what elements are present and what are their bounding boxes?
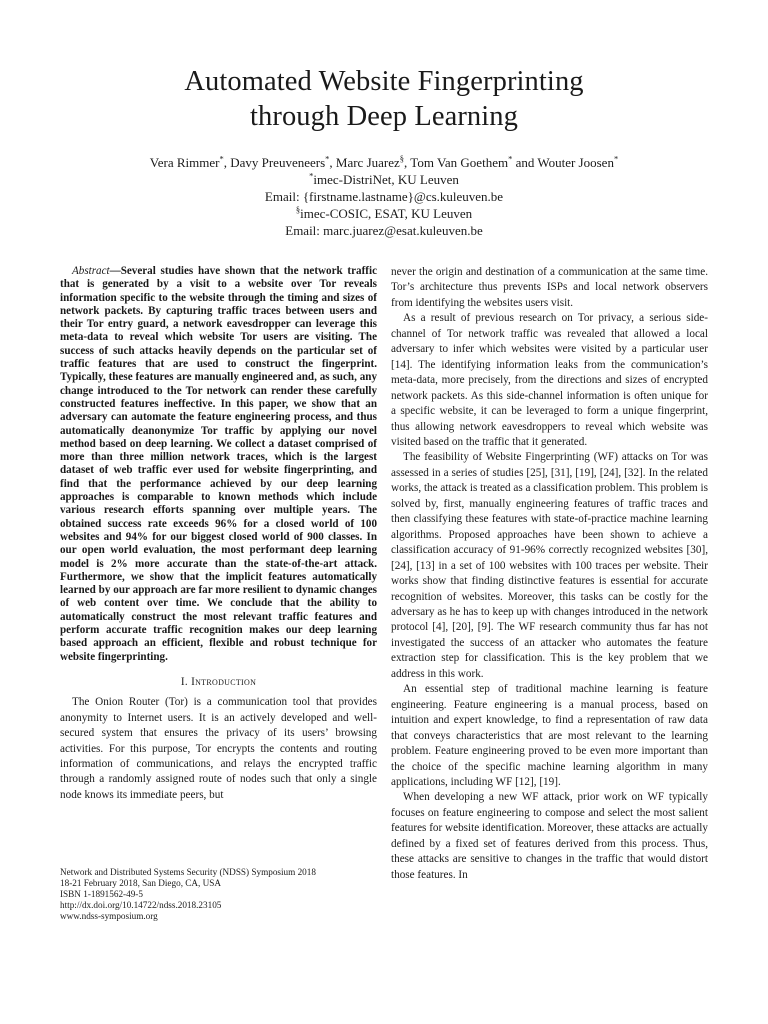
footnote-website-link[interactable]: www.ndss-symposium.org — [60, 911, 158, 921]
affil-mark: * — [219, 153, 224, 164]
right-column — [391, 265, 708, 883]
affil-mark: § — [399, 153, 405, 164]
section-title: Introduction — [191, 675, 257, 688]
section-heading — [60, 676, 377, 689]
author-vangoethem: , Tom Van Goethem — [404, 155, 509, 170]
affiliation-1: *imec-DistriNet, KU Leuven — [309, 170, 459, 187]
section-number: I. — [180, 675, 188, 688]
paragraph-continued: never the origin and destination of a communication at the same time. Tor’s architecture thus prevents ISPs and local network observers from identifying the websites users visit. — [391, 266, 708, 309]
affil-mark: * — [325, 153, 330, 164]
conference-footnote — [60, 867, 377, 922]
footnote-line: 18-21 February 2018, San Diego, CA, USA — [60, 878, 222, 888]
title-line-2: through Deep Learning — [249, 101, 518, 132]
author-rimmer: Vera Rimmer — [149, 155, 220, 170]
paragraph-side-channel: As a result of previous research on Tor privacy, a serious side-channel of Tor network traffic was revealed that allowed a local adversary to infer which websites were visited by a particular user [14]. The identifying information leaks from the communication’s meta-data, more precisely, from the directions and sizes of encrypted network packets. As this side-channel information is often unique for a specific website, it can be leveraged to form a unique fingerprint, thus allowing network eavesdroppers to reveal which website was visited based on the traffic that it generated. — [391, 312, 708, 448]
affil-mark: * — [309, 170, 314, 181]
abstract-text: —Several studies have shown that the network traffic that is generated by a visit to a website over Tor reveals information specific to the website through the timing and sizes of network packets. By capturing traffic traces between users and their Tor entry guard, a network eavesdropper can leverage this meta-data to reveal which website Tor users are visiting. The success of such attacks heavily depends on the particular set of traffic features that are used to construct the fingerprint. Typically, these features are manually engineered and, as such, any change introduced to the Tor network can render these carefully constructed features ineffective. In this paper, we show that an adversary can automate the feature engineering process, and thus automatically deanonymize Tor traffic by applying our novel method based on deep learning. We collect a dataset comprised of more than three million network traces, which is the largest dataset of web traffic ever used for website fingerprinting, and find that the performance achieved by our deep learning approaches is comparable to known methods which include various research efforts spanning over multiple years. The obtained success rate exceeds 96% for a closed world of 100 websites and 94% for our biggest closed world of 900 classes. In our open world evaluation, the most performant deep learning model is 2% more accurate than the state-of-the-art attack. Furthermore, we show that the implicit features automatically learned by our approach are far more resilient to dynamic changes of web content over time. We conclude that the ability to automatically construct the most relevant traffic features and perform accurate traffic recognition makes our deep learning based approach an efficient, flexible and robust technique for website fingerprinting. — [60, 265, 377, 663]
left-column — [60, 265, 377, 803]
affil-mark: § — [295, 204, 301, 215]
footnote-line: Network and Distributed Systems Security (NDSS) Symposium 2018 — [60, 867, 316, 877]
title-line-1: Automated Website Fingerprinting — [184, 66, 584, 97]
author-joosen: and Wouter Joosen — [512, 155, 614, 170]
intro-paragraph: The Onion Router (Tor) is a communication tool that provides anonymity to Internet users. It is an actively developed and well-secured system that ensures the privacy of its users’ browsing activities. For this purpose, Tor encrypts the contents and routing information of communications, and relays the encrypted traffic through a randomly assigned route of nodes such that only a single node knows its immediate peers, but — [60, 696, 377, 801]
affil-mark: * — [613, 153, 619, 164]
author-juarez: , Marc Juarez — [329, 155, 400, 170]
paragraph-new-attack: When developing a new WF attack, prior work on WF typically focuses on feature engineering to compose and select the most salient features for website identification. Moreover, these attacks are actually defined by a fixed set of features derived from this process. Thus, these attacks are sensitive to changes in the traffic that would distort those features. In — [391, 791, 709, 881]
author-names — [0, 154, 768, 171]
abstract-label: Abstract — [72, 265, 110, 277]
paper-title — [0, 64, 768, 134]
email-1: Email: {firstname.lastname}@cs.kuleuven.be — [264, 189, 504, 204]
author-preuveneers: , Davy Preuveneers — [223, 155, 326, 170]
paragraph-feature-engineering: An essential step of traditional machine learning is feature engineering. Feature engineering is a manual process, based on intuition and expert knowledge, to find a representation of raw data that conveys characteristics that are most relevant to the learning problem. Feature engineering proved to be even more important than the choice of the specific machine learning algorithm in many applications, including WF [12], [19]. — [391, 683, 708, 788]
author-block — [0, 154, 768, 239]
affiliation-2: §imec-COSIC, ESAT, KU Leuven — [295, 204, 473, 221]
abstract — [60, 265, 377, 664]
paragraph-feasibility: The feasibility of Website Fingerprinting (WF) attacks on Tor was assessed in a series of studies [25], [31], [19], [24], [32]. In the related works, the attack is treated as a classification problem. This problem is solved by, first, manually engineering features of traffic traces and then classifying these features with state-of-practice machine learning algorithms. Proposed approaches have been shown to achieve a classification accuracy of 91-96% correctly recognized websites [30], [24], [13] in a set of 100 websites with 100 traces per website. Their works show that finding distinctive features is essential for accurate recognition of websites. Moreover, this tasks can be costly for the adversary as he has to keep up with changes introduced in the network protocol [4], [20], [9]. The WF research community thus far has not investigated the success of an attacker who automates the feature extraction step for classification. This is the key problem that we address in this work. — [391, 451, 708, 680]
email-2: Email: marc.juarez@esat.kuleuven.be — [285, 223, 483, 238]
footnote-doi-link[interactable]: http://dx.doi.org/10.14722/ndss.2018.23105 — [60, 900, 222, 910]
affil-mark: * — [508, 153, 513, 164]
footnote-line: ISBN 1-1891562-49-5 — [60, 889, 143, 899]
